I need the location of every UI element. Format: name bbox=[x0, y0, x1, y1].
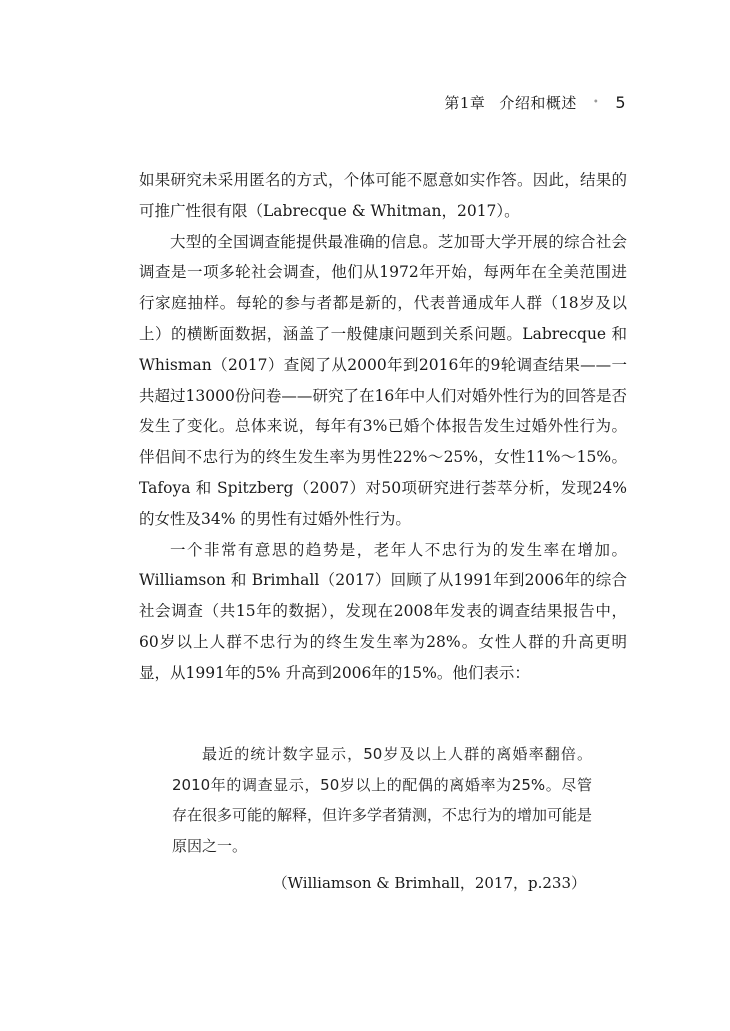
chapter-title: 介绍和概述 bbox=[499, 94, 577, 112]
header-separator: • bbox=[592, 97, 600, 108]
paragraph-trend: 一个非常有意思的趋势是，老年人不忠行为的发生率在增加。Williamson 和 Brimhall（2017）回顾了从1991年到2006年的综合社会调查（共15年的数据），发现在2008年发表的调查结果报告中，60岁以上人群不忠行为的终生发生率为28%。女性人群的升高更明显，从1991年的5% 升高到2006年的15%。他们表示： bbox=[139, 540, 627, 682]
paragraph-continued: 如果研究未采用匿名的方式，个体可能不愿意如实作答。因此，结果的可推广性很有限（Labrecque & Whitman，2017）。 bbox=[139, 171, 627, 220]
quote-text: 最近的统计数字显示，50岁及以上人群的离婚率翻倍。2010年的调查显示，50岁以上的配偶的离婚率为25%。尽管存在很多可能的解释，但许多学者猜测，不忠行为的增加可能是原因之一。 bbox=[172, 745, 593, 855]
paragraph-survey: 大型的全国调查能提供最准确的信息。芝加哥大学开展的综合社会调查是一项多轮社会调查，他们从1972年开始，每两年在全美范围进行家庭抽样。每轮的参与者都是新的，代表普通成年人群（18岁及以上）的横断面数据，涵盖了一般健康问题到关系问题。Labrecque 和 Whisman（2017）查阅了从2000年到2016年的9轮调查结果——一共超过13000份问卷——研究了在16年中人们对婚外性行为的回答是否发生了变化。总体来说，每年有3%已婚个体报告发生过婚外性行为。伴侣间不忠行为的终生发生率为男性22%～25%，女性11%～15%。Tafoya 和 Spitzberg（2007）对50项研究进行荟萃分析，发现24% 的女性及34% 的男性有过婚外性行为。 bbox=[139, 232, 627, 528]
quote-citation: （Williamson & Brimhall，2017，p.233） bbox=[272, 874, 586, 892]
page-number: 5 bbox=[615, 93, 626, 112]
running-header bbox=[444, 92, 626, 113]
body-text bbox=[139, 165, 627, 689]
block-quote bbox=[172, 739, 592, 861]
chapter-label: 第1章 bbox=[444, 94, 486, 112]
